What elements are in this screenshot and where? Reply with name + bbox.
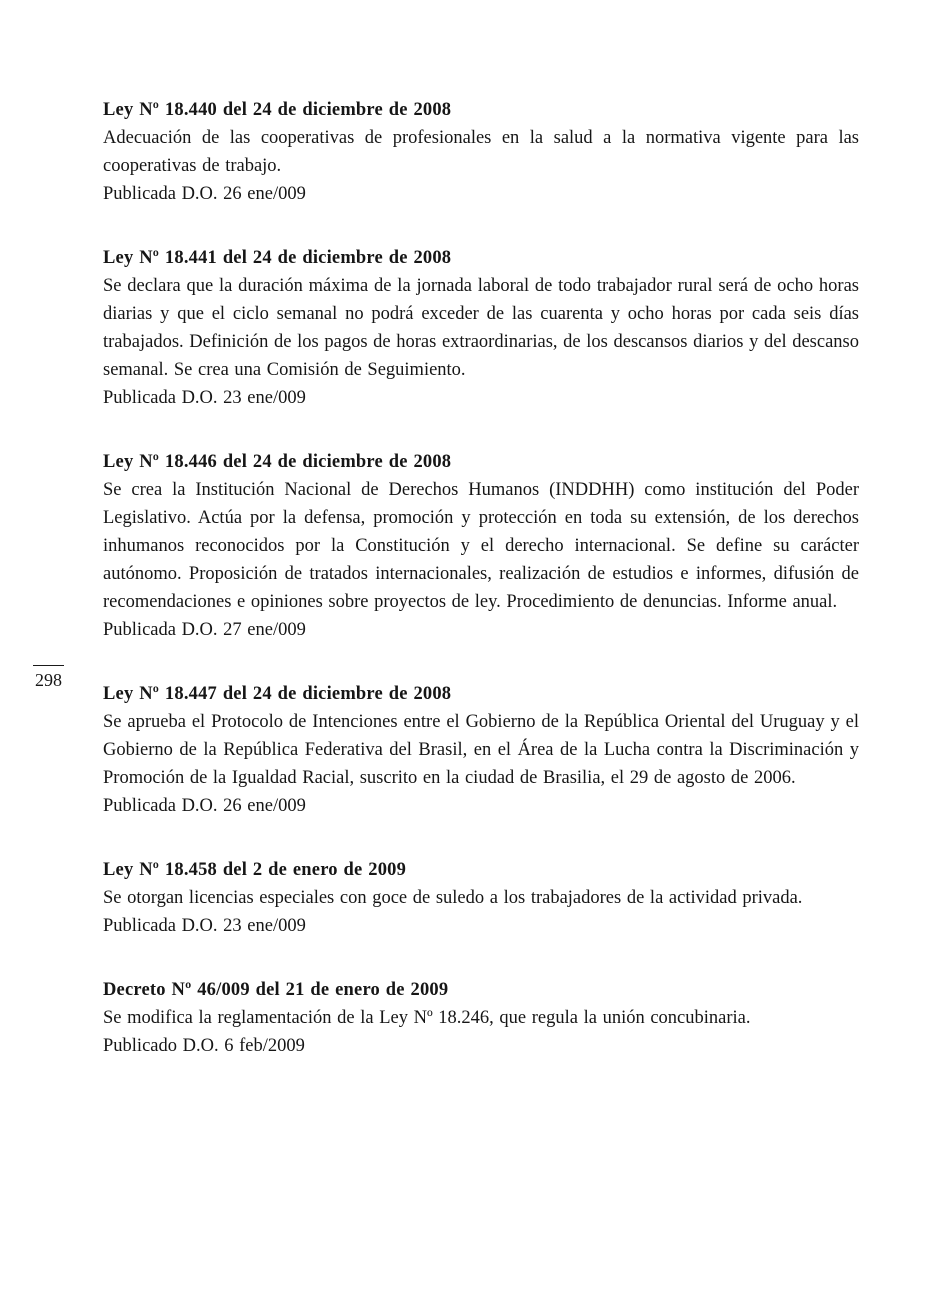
law-summary: Se otorgan licencias especiales con goce de suledo a los trabajadores de la actividad privada. [103, 888, 803, 908]
law-heading: Ley Nº 18.458 del 2 de enero de 2009 [103, 860, 407, 880]
law-entry [103, 856, 859, 940]
decree-summary: Se modifica la reglamentación de la Ley Nº 18.246, que regula la unión concubinaria. [103, 1008, 751, 1028]
law-summary: Se crea la Institución Nacional de Derechos Humanos (INDDHH) como institución del Poder Legislativo. Actúa por la defensa, promoción y protección en toda su extensión, de los derechos inhumanos reconocidos por la Constitución y el derecho internacional. Se define su carácter autónomo. Proposición de tratados internacionales, realización de estudios e informes, difusión de recomendaciones e opiniones sobre proyectos de ley. Procedimiento de denuncias. Informe anual. [103, 480, 859, 612]
text-column [35, 96, 859, 1060]
publication-note: Publicada D.O. 23 ene/009 [103, 388, 306, 408]
publication-note: Publicada D.O. 27 ene/009 [103, 620, 306, 640]
law-entry [35, 670, 859, 820]
publication-note: Publicado D.O. 6 feb/2009 [103, 1036, 305, 1056]
publication-note: Publicada D.O. 26 ene/009 [103, 184, 306, 204]
law-heading: Ley Nº 18.447 del 24 de diciembre de 2008 [103, 684, 452, 704]
law-summary: Se declara que la duración máxima de la jornada laboral de todo trabajador rural será de ocho horas diarias y que el ciclo semanal no podrá exceder de las cuarenta y ocho horas por cada seis días trabajados. Definición de los pagos de horas extraordinarias, de los descansos diarios y del descanso semanal. Se crea una Comisión de Seguimiento. [103, 276, 859, 380]
publication-note: Publicada D.O. 23 ene/009 [103, 916, 306, 936]
law-heading: Ley Nº 18.446 del 24 de diciembre de 2008 [103, 452, 452, 472]
decree-heading: Decreto Nº 46/009 del 21 de enero de 2009 [103, 980, 449, 1000]
law-entry [103, 244, 859, 412]
publication-note: Publicada D.O. 26 ene/009 [103, 796, 306, 816]
law-entry [103, 96, 859, 208]
law-entry [103, 448, 859, 644]
law-entry [103, 976, 859, 1060]
law-summary: Adecuación de las cooperativas de profesionales en la salud a la normativa vigente para las cooperativas de trabajo. [103, 128, 859, 176]
law-heading: Ley Nº 18.440 del 24 de diciembre de 2008 [103, 100, 452, 120]
page-number: 298 [33, 665, 64, 691]
law-heading: Ley Nº 18.441 del 24 de diciembre de 2008 [103, 248, 452, 268]
law-summary: Se aprueba el Protocolo de Intenciones entre el Gobierno de la República Oriental del Uruguay y el Gobierno de la República Federativa del Brasil, en el Área de la Lucha contra la Discriminación y Promoción de la Igualdad Racial, suscrito en la ciudad de Brasilia, el 29 de agosto de 2006. [103, 712, 859, 788]
